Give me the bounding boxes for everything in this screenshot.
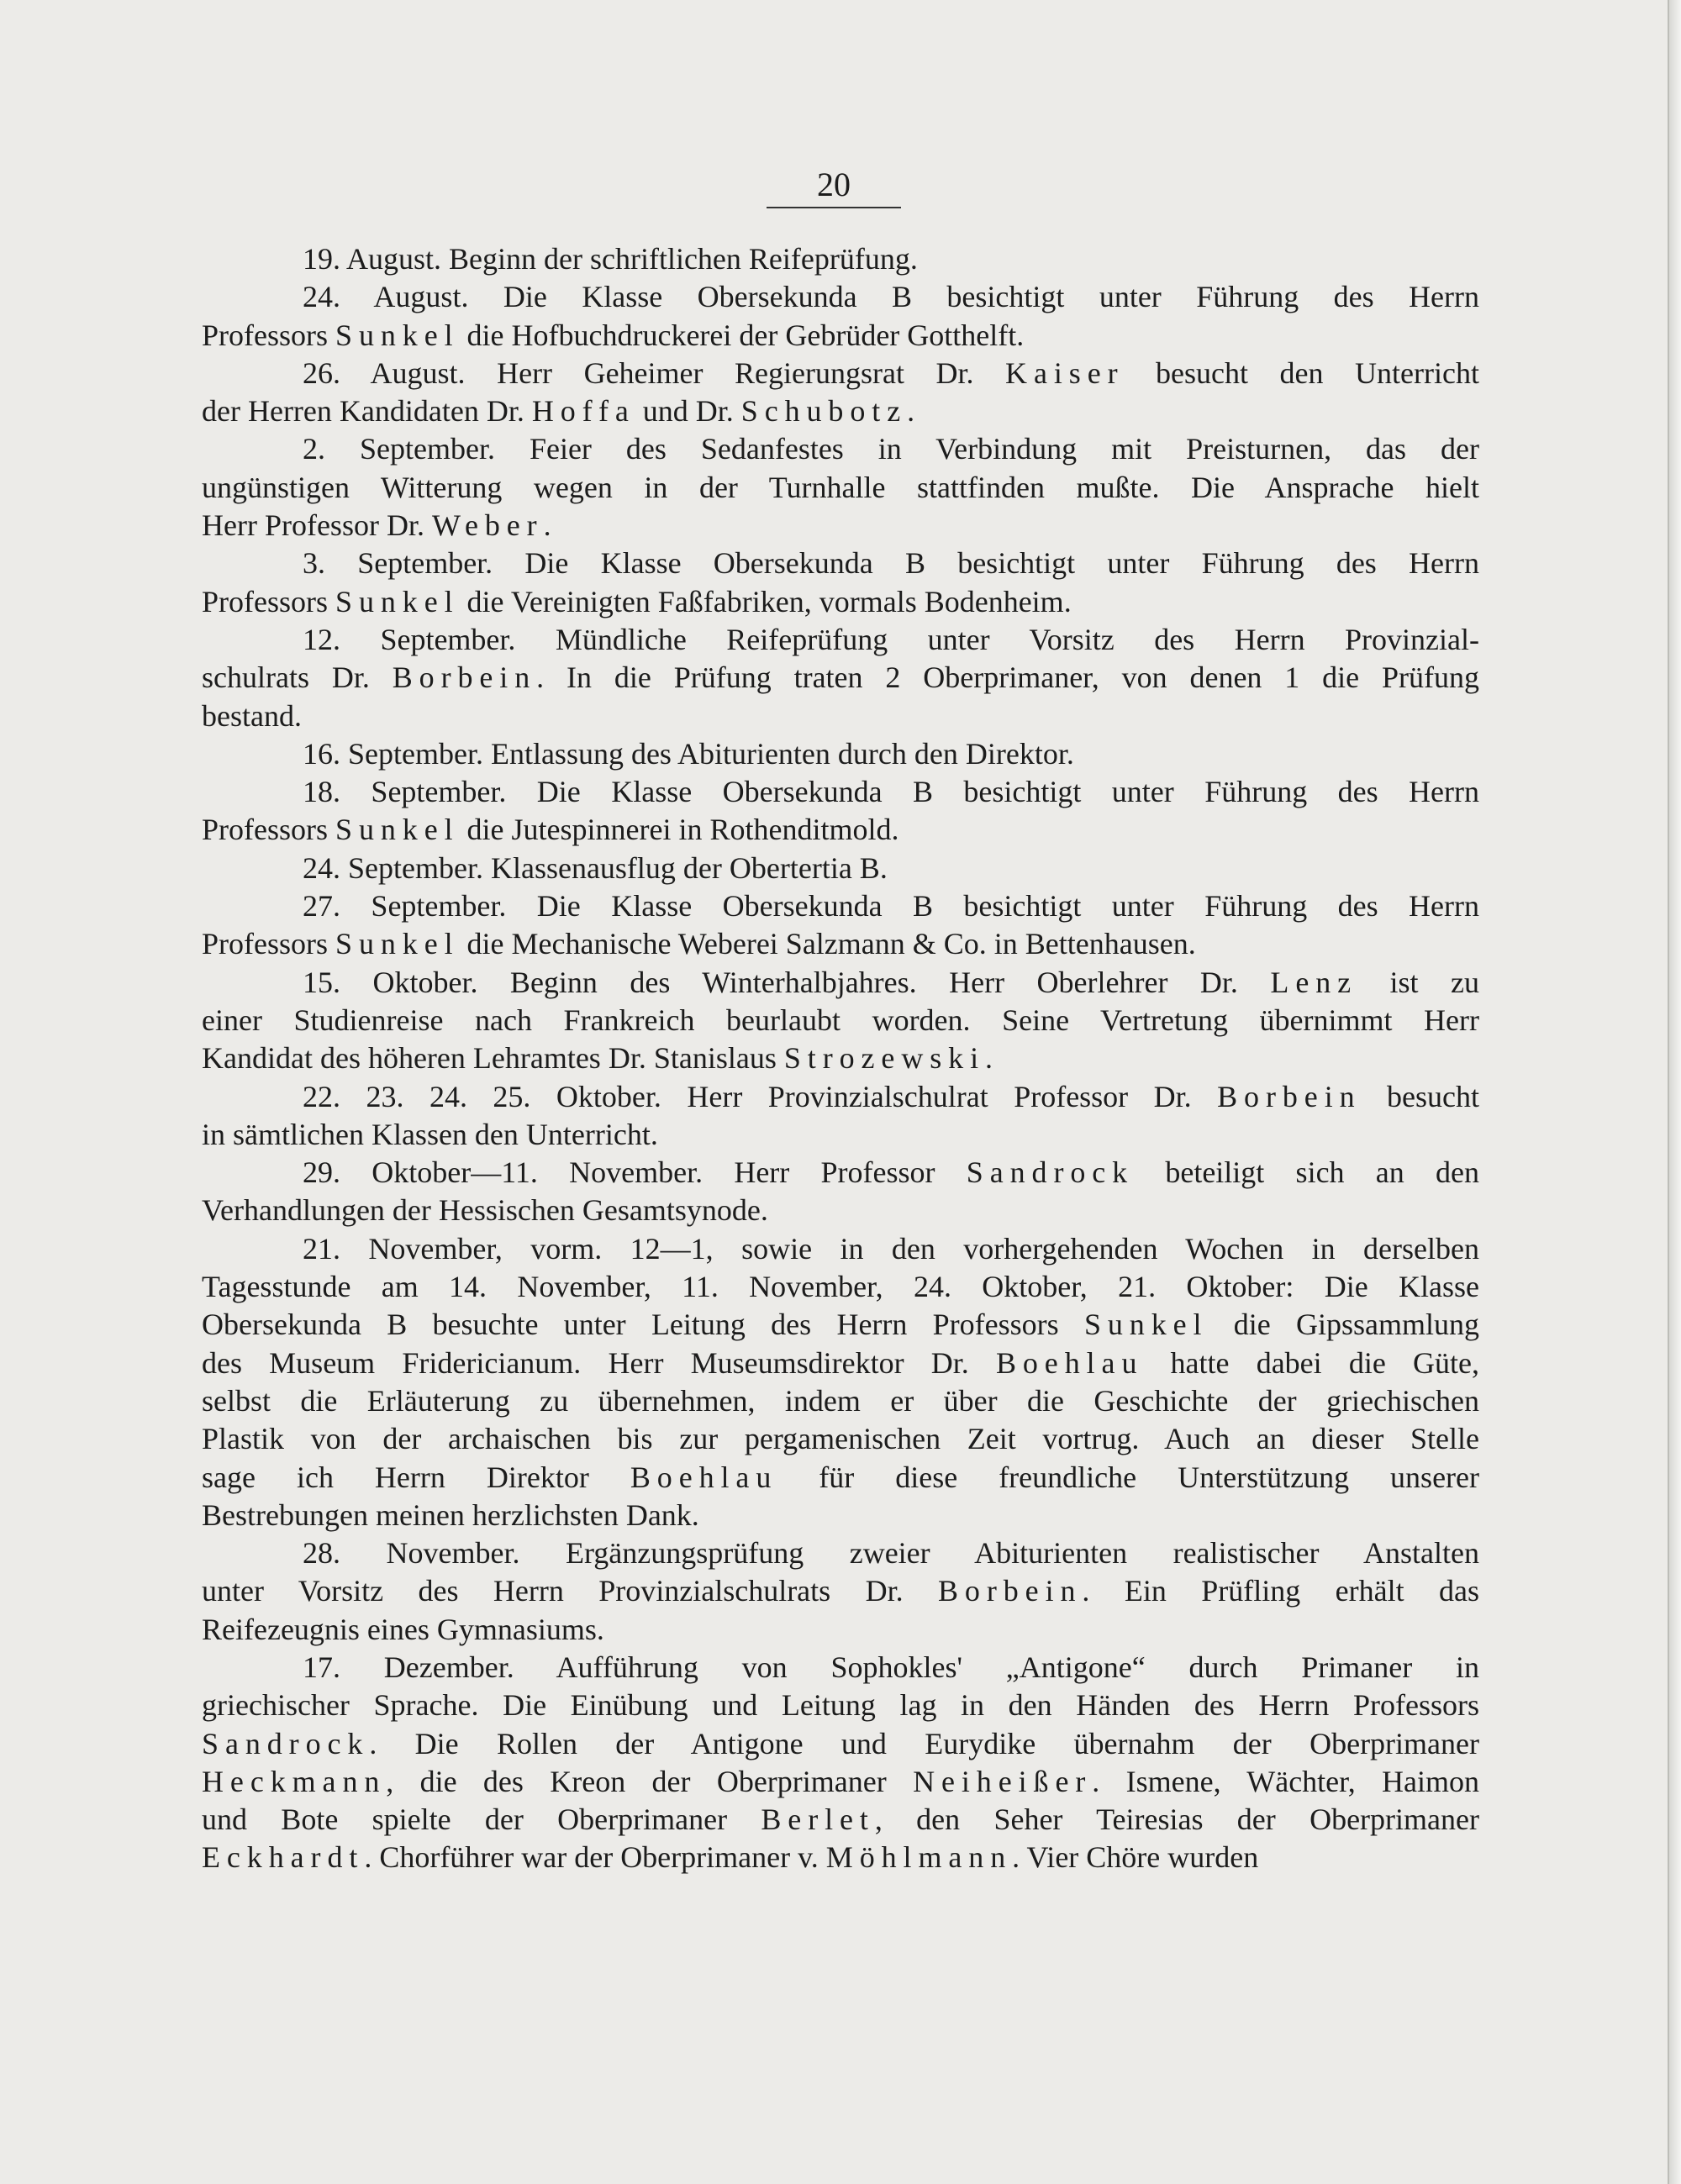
text-line (202, 659, 1479, 697)
spaced-name: Hoffa (531, 394, 635, 429)
text-run: , die des Kreon der Oberprimaner (386, 1764, 914, 1798)
spaced-name: Schubotz (740, 394, 908, 429)
chronicle-entry (202, 430, 1479, 545)
spaced-name: Weber (431, 508, 544, 543)
text-run: 22. 23. 24. 25. Oktober. Herr Provinzialschulrat Professor Dr. (303, 1079, 1218, 1113)
text-line (202, 317, 1479, 355)
text-line (202, 925, 1479, 963)
text-line (202, 583, 1479, 621)
text-run: Tagesstunde am 14. November, 11. November, 24. Oktober, 21. Oktober: Die Klasse (202, 1270, 1479, 1304)
text-line (202, 1268, 1479, 1306)
text-line (202, 1192, 1479, 1229)
text-line (202, 430, 1479, 468)
spaced-name: Strozewski (783, 1041, 986, 1076)
text-line (202, 850, 1479, 887)
text-line (202, 735, 1479, 773)
text-line (202, 621, 1479, 659)
chronicle-entry (202, 278, 1479, 355)
spaced-name: Borbein (392, 660, 537, 695)
spaced-name: Sunkel (335, 927, 460, 961)
text-line (202, 469, 1479, 507)
text-run: einer Studienreise nach Frankreich beurlaubt worden. Seine Vertretung übernimmt Herr (202, 1003, 1479, 1037)
text-run: 3. September. Die Klasse Obersekunda B besichtigt unter Führung des Herrn (303, 546, 1479, 581)
text-run: 19. August. Beginn der schriftlichen Reifeprüfung. (303, 242, 918, 276)
text-run: besucht den Unterricht (1124, 355, 1479, 390)
text-run: 17. Dezember. Aufführung von Sophokles' „Antigone“ durch Primaner in (303, 1650, 1479, 1684)
text-run: 21. November, vorm. 12—1, sowie in den vorhergehenden Wochen in derselben (303, 1231, 1479, 1266)
text-line (202, 1002, 1479, 1039)
text-run: . (543, 508, 551, 543)
spaced-name: Heckmann (202, 1764, 387, 1798)
text-run: 2. September. Feier des Sedanfestes in Verbindung mit Preisturnen, das der (303, 432, 1479, 466)
text-run: und Bote spielte der Oberprimaner (202, 1802, 761, 1837)
chronicle-entry (202, 1230, 1479, 1534)
text-run: Professors (202, 318, 335, 352)
text-line (202, 1039, 1479, 1077)
text-run: 15. Oktober. Beginn des Winterhalbjahres. Herr Oberlehrer Dr. (303, 965, 1271, 999)
text-line (202, 240, 1479, 278)
text-line (202, 1345, 1479, 1382)
spaced-name: Möhlmann (825, 1840, 1013, 1875)
chronicle-entry (202, 850, 1479, 887)
chronicle-entry (202, 1534, 1479, 1649)
text-run: . In die Prüfung traten 2 Oberprimaner, von denen 1 die Prüfung (536, 660, 1480, 695)
text-run: die Gipssammlung (1208, 1308, 1479, 1342)
text-run: Reifezeugnis eines Gymnasiums. (202, 1612, 604, 1646)
text-run: beteiligt sich an den (1134, 1155, 1479, 1190)
text-line (202, 1801, 1479, 1839)
chronicle-entry (202, 1078, 1479, 1155)
spaced-name: Kaiser (1005, 355, 1125, 390)
text-run: besucht (1361, 1079, 1479, 1113)
page-number-rule (767, 207, 901, 208)
spaced-name: Sunkel (1083, 1308, 1209, 1342)
chronicle-entry (202, 773, 1479, 850)
chronicle-entry (202, 964, 1479, 1078)
text-run: . Die Rollen der Antigone und Eurydike übernahm der Oberprimaner (369, 1726, 1479, 1760)
text-line (202, 1572, 1479, 1610)
text-run: unter Vorsitz des Herrn Provinzialschulrats Dr. (202, 1574, 938, 1608)
chronicle-entry (202, 735, 1479, 773)
spaced-name: Sunkel (335, 584, 460, 618)
text-run: schulrats Dr. (202, 660, 393, 695)
text-run: 26. August. Herr Geheimer Regierungsrat Dr. (303, 355, 1006, 390)
text-line (202, 811, 1479, 849)
text-run: die Jutespinnerei in Rothenditmold. (459, 813, 899, 847)
text-run: Plastik von der archaischen bis zur pergamenischen Zeit vortrug. Auch an dieser Stelle (202, 1422, 1479, 1456)
spaced-name: Lenz (1270, 965, 1358, 999)
text-run: 16. September. Entlassung des Abiturienten durch den Direktor. (303, 736, 1074, 771)
spaced-name: Boehlau (995, 1345, 1144, 1380)
spaced-name: Borbein (1217, 1079, 1362, 1113)
text-run: Obersekunda B besuchte unter Leitung des Herrn Professors (202, 1308, 1084, 1342)
text-run: griechischer Sprache. Die Einübung und Leitung lag in den Händen des Herrn Professors (202, 1688, 1479, 1723)
chronicle-entry (202, 887, 1479, 964)
text-run: 27. September. Die Klasse Obersekunda B besichtigt unter Führung des Herrn (303, 889, 1479, 924)
chronicle-entry (202, 240, 1479, 278)
text-run: . (907, 394, 915, 429)
text-line (202, 697, 1479, 735)
text-run: . Ein Prüfling erhält das (1082, 1574, 1479, 1608)
text-line (202, 1649, 1479, 1687)
text-run: Bestrebungen meinen herzlichsten Dank. (202, 1497, 699, 1532)
text-line (202, 1230, 1479, 1268)
text-run: Professors (202, 927, 335, 961)
text-run: ungünstigen Witterung wegen in der Turnhalle stattfinden mußte. Die Ansprache hielt (202, 470, 1479, 504)
chronicle-entry (202, 1649, 1479, 1877)
text-line (202, 355, 1479, 392)
text-line (202, 964, 1479, 1002)
chronicle-entry (202, 621, 1479, 735)
chronicle-entry (202, 1154, 1479, 1230)
text-line (202, 1116, 1479, 1154)
text-run: die Hofbuchdruckerei der Gebrüder Gotthelft. (459, 318, 1025, 352)
text-run: für diese freundliche Unterstützung unserer (777, 1460, 1480, 1494)
text-line (202, 887, 1479, 925)
text-run: . Vier Chöre wurden (1012, 1840, 1259, 1875)
text-run: in sämtlichen Klassen den Unterricht. (202, 1117, 658, 1151)
text-run: die Mechanische Weberei Salzmann & Co. in Bettenhausen. (459, 927, 1196, 961)
chronicle-entry (202, 355, 1479, 431)
spaced-name: Berlet (761, 1802, 875, 1837)
spaced-name: Borbein (938, 1574, 1083, 1608)
text-line (202, 507, 1479, 545)
text-run: selbst die Erläuterung zu übernehmen, indem er über die Geschichte der griechischen (202, 1383, 1479, 1418)
chronicle-entry (202, 545, 1479, 621)
text-line (202, 545, 1479, 582)
spaced-name: Sandrock (202, 1726, 370, 1760)
text-line (202, 1382, 1479, 1420)
text-line (202, 278, 1479, 316)
spaced-name: Sunkel (335, 318, 460, 352)
text-run: . (985, 1041, 993, 1076)
text-run: der Herren Kandidaten Dr. (202, 394, 532, 429)
text-run: 12. September. Mündliche Reifeprüfung unter Vorsitz des Herrn Provinzial- (303, 622, 1479, 656)
text-line (202, 1763, 1479, 1801)
chronicle-text (202, 240, 1479, 1877)
text-line (202, 1839, 1479, 1876)
text-run: 28. November. Ergänzungsprüfung zweier Abiturienten realistischer Anstalten (303, 1536, 1479, 1571)
spaced-name: Boehlau (630, 1460, 778, 1494)
text-line (202, 1611, 1479, 1649)
page-edge (1668, 0, 1681, 2184)
text-run: hatte dabei die Güte, (1143, 1345, 1479, 1380)
text-run: Herr Professor Dr. (202, 508, 432, 543)
spaced-name: Eckhardt (202, 1840, 365, 1875)
text-run: . Chorführer war der Oberprimaner v. (364, 1840, 826, 1875)
text-run: die Vereinigten Faßfabriken, vormals Bodenheim. (459, 584, 1072, 618)
text-run: 18. September. Die Klasse Obersekunda B besichtigt unter Führung des Herrn (303, 775, 1479, 809)
text-line (202, 773, 1479, 811)
text-run: Professors (202, 813, 335, 847)
text-line (202, 1497, 1479, 1534)
text-line (202, 1459, 1479, 1497)
text-run: Professors (202, 584, 335, 618)
text-line (202, 1078, 1479, 1116)
text-run: ist zu (1357, 965, 1480, 999)
text-run: , den Seher Teiresias der Oberprimaner (874, 1802, 1479, 1837)
spaced-name: Sunkel (335, 813, 460, 847)
text-run: des Museum Fridericianum. Herr Museumsdirektor Dr. (202, 1345, 996, 1380)
text-run: 24. September. Klassenausflug der Obertertia B. (303, 850, 888, 885)
text-line (202, 1420, 1479, 1458)
text-line (202, 1687, 1479, 1724)
text-run: Verhandlungen der Hessischen Gesamtsynode. (202, 1193, 768, 1228)
spaced-name: Sandrock (966, 1155, 1135, 1190)
text-line (202, 392, 1479, 430)
text-line (202, 1725, 1479, 1763)
text-run: bestand. (202, 698, 302, 733)
text-run: sage ich Herrn Direktor (202, 1460, 630, 1494)
text-run: 29. Oktober—11. November. Herr Professor (303, 1155, 967, 1190)
page-number: 20 (817, 166, 851, 203)
text-line (202, 1534, 1479, 1572)
text-run: . Ismene, Wächter, Haimon (1092, 1764, 1480, 1798)
text-run: Kandidat des höheren Lehramtes Dr. Stanislaus (202, 1041, 784, 1076)
spaced-name: Neiheißer (913, 1764, 1093, 1798)
text-line (202, 1306, 1479, 1344)
text-run: und Dr. (635, 394, 741, 429)
text-line (202, 1154, 1479, 1192)
text-run: 24. August. Die Klasse Obersekunda B besichtigt unter Führung des Herrn (303, 280, 1479, 314)
